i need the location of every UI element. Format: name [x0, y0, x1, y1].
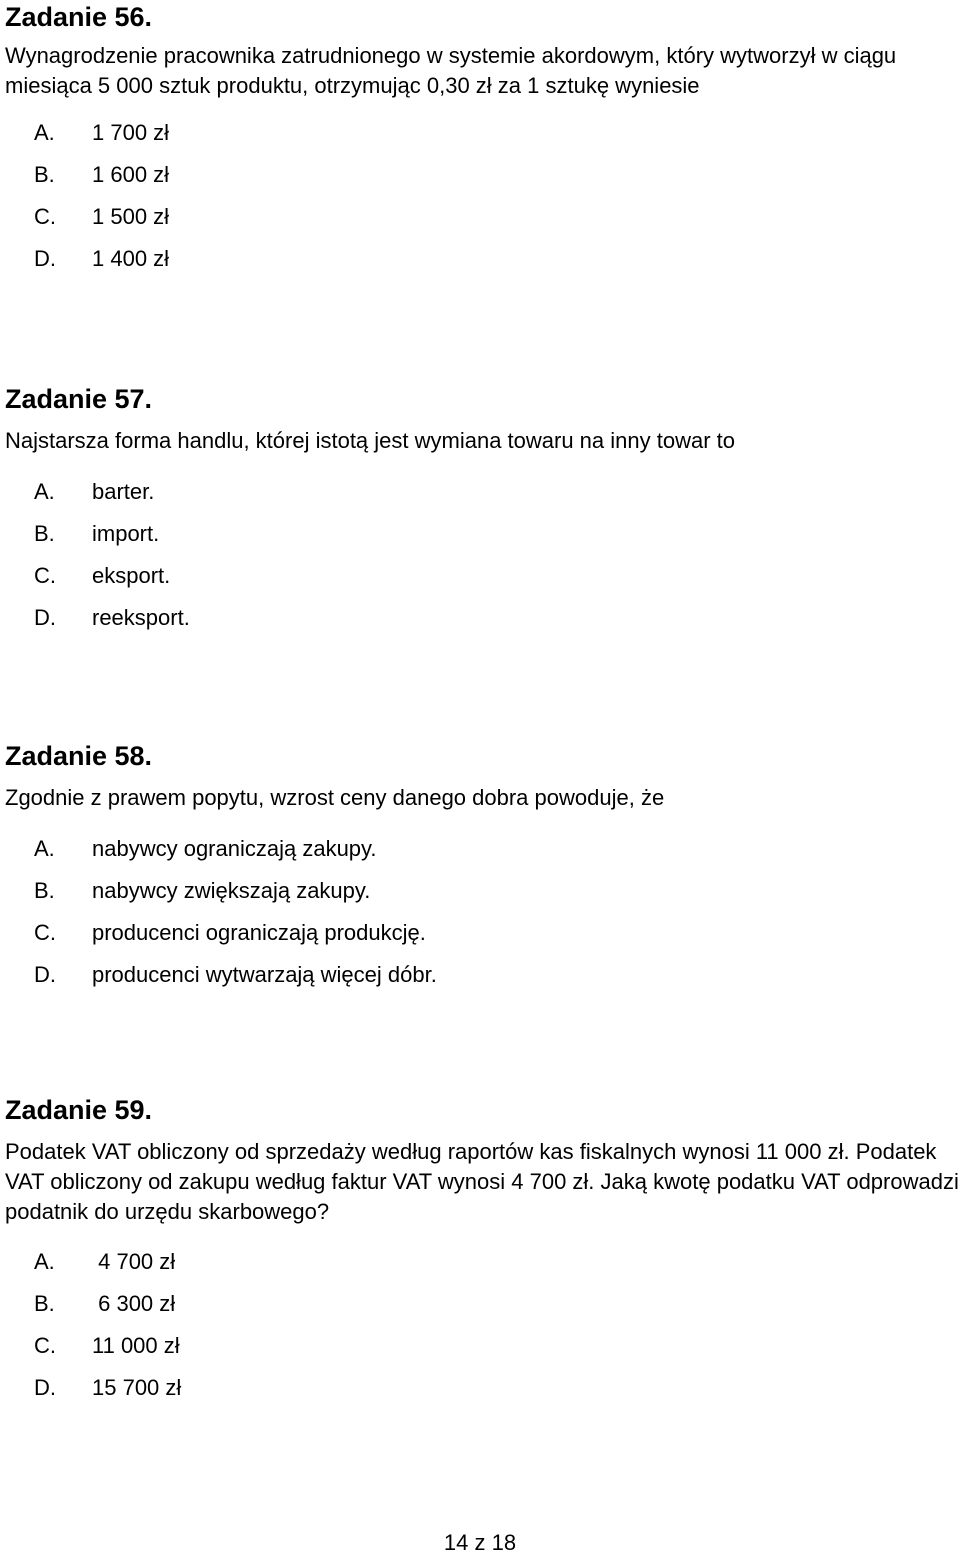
answer-option-d: [34, 246, 169, 272]
option-letter: D.: [34, 1375, 56, 1400]
task-title: Zadanie 57.: [5, 384, 153, 414]
option-text: reeksport.: [92, 605, 190, 630]
task-title: Zadanie 56.: [5, 2, 153, 32]
answer-option-a: [34, 120, 169, 146]
option-text: producenci ograniczają produkcję.: [92, 920, 426, 945]
option-text: 15 700 zł: [92, 1375, 182, 1400]
option-letter: B.: [34, 521, 55, 546]
task-question: Podatek VAT obliczony od sprzedaży według raportów kas fiskalnych wynosi 11 000 zł. Podatek VAT obliczony od zakupu według faktur VAT wynosi 4 700 zł. Jaką kwotę podatku VAT odprowadzi podatnik do urzędu skarbowego?: [5, 1139, 959, 1224]
option-letter: A.: [34, 1249, 55, 1274]
option-letter: C.: [34, 920, 56, 945]
answer-option-c: [34, 920, 426, 946]
option-text: 1 400 zł: [92, 246, 170, 271]
option-text: 1 700 zł: [92, 120, 170, 145]
task-title: Zadanie 59.: [5, 1095, 153, 1125]
answer-option-b: [34, 521, 159, 547]
option-text: nabywcy ograniczają zakupy.: [92, 836, 377, 861]
option-text: 1 600 zł: [92, 162, 170, 187]
option-letter: C.: [34, 563, 56, 588]
option-letter: B.: [34, 878, 55, 903]
option-letter: C.: [34, 204, 56, 229]
option-letter: D.: [34, 962, 56, 987]
option-text: 11 000 zł: [92, 1333, 180, 1358]
option-letter: D.: [34, 605, 56, 630]
option-text: nabywcy zwiększają zakupy.: [92, 878, 371, 903]
answer-option-b: [34, 1291, 175, 1317]
page-number: 14 z 18: [443, 1530, 517, 1555]
option-letter: D.: [34, 246, 56, 271]
task-question: Zgodnie z prawem popytu, wzrost ceny danego dobra powoduje, że: [5, 785, 665, 810]
answer-option-d: [34, 605, 190, 631]
option-letter: A.: [34, 836, 55, 861]
answer-option-d: [34, 962, 437, 988]
answer-option-b: [34, 878, 370, 904]
answer-option-b: [34, 162, 169, 188]
answer-option-a: [34, 1249, 175, 1275]
option-letter: B.: [34, 1291, 55, 1316]
option-letter: B.: [34, 162, 55, 187]
task-question: Wynagrodzenie pracownika zatrudnionego w systemie akordowym, który wytworzył w ciągu miesiąca 5 000 sztuk produktu, otrzymując 0,30 zł za 1 sztukę wyniesie: [5, 43, 897, 98]
option-text: 1 500 zł: [92, 204, 170, 229]
answer-option-d: [34, 1375, 181, 1401]
option-text: eksport.: [92, 563, 171, 588]
option-text: 4 700 zł: [92, 1249, 176, 1274]
option-text: import.: [92, 521, 160, 546]
task-question: Najstarsza forma handlu, której istotą jest wymiana towaru na inny towar to: [5, 428, 735, 453]
task-title: Zadanie 58.: [5, 741, 153, 771]
answer-option-c: [34, 1333, 180, 1359]
answer-option-c: [34, 204, 169, 230]
option-text: 6 300 zł: [92, 1291, 176, 1316]
option-letter: A.: [34, 479, 55, 504]
answer-option-a: [34, 479, 154, 505]
option-text: producenci wytwarzają więcej dóbr.: [92, 962, 437, 987]
answer-option-c: [34, 563, 170, 589]
option-letter: A.: [34, 120, 55, 145]
option-text: barter.: [92, 479, 155, 504]
answer-option-a: [34, 836, 377, 862]
option-letter: C.: [34, 1333, 56, 1358]
